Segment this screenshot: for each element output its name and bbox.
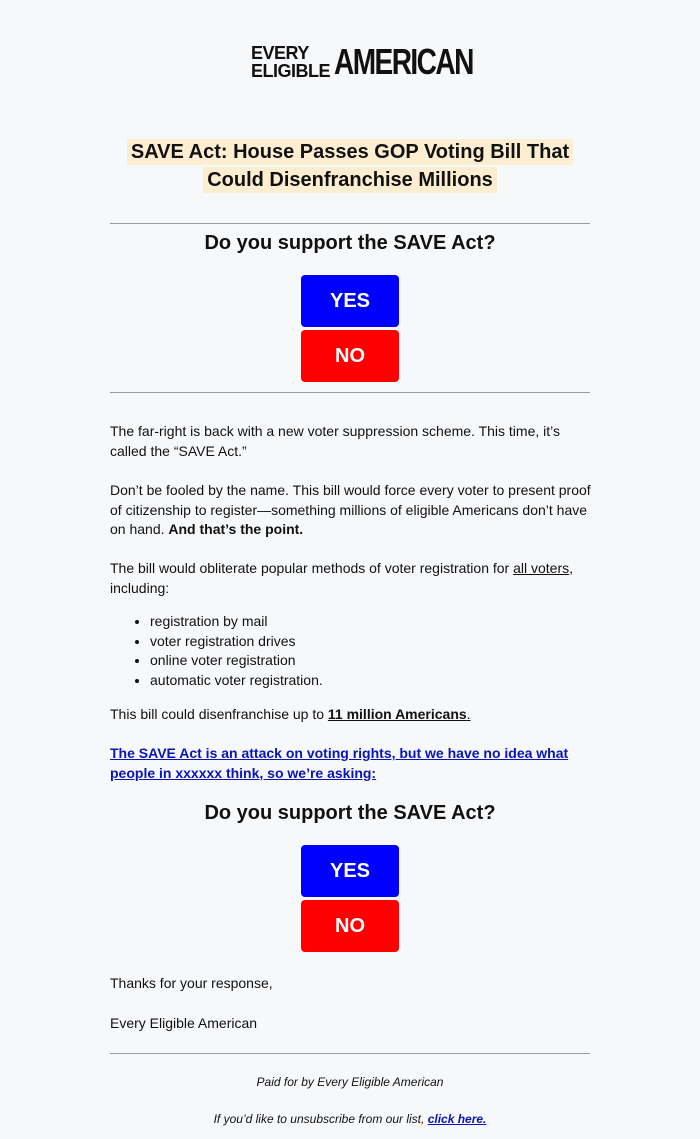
paragraph-4-block [110,705,592,725]
paragraph-2 [110,481,592,540]
unsubscribe-text: If you’d like to unsubscribe from our list, [213,1112,428,1126]
paragraph-2-text: Don’t be fooled by the name. This bill would force every voter to present proof of citizenship to register—something millions of eligible Americans don’t have on hand. [110,482,591,537]
paid-for-text: Paid for by Every Eligible American [256,1075,444,1089]
paragraph-3-pre: The bill would obliterate popular methods of voter registration for [110,560,514,576]
logo-stack [251,44,330,80]
list-item: • online voter registration [150,651,592,671]
no-button-bottom[interactable]: NO [301,900,399,952]
divider-top [110,223,590,224]
signature-text: Every Eligible American [110,1015,258,1031]
paragraph-2-block [110,481,592,540]
yes-button-top[interactable]: YES [301,275,399,327]
paragraph-1: The far-right is back with a new voter suppression scheme. This time, it’s called the “SAVE Act.” [110,423,560,459]
brand-logo [251,41,473,82]
all-voters-link[interactable]: all voters, [513,560,574,576]
cta-link[interactable]: The SAVE Act is an attack on voting rights, but we have no idea what people in xxxxxx think, so we’re asking: [110,745,569,781]
logo-line-eligible: ELIGIBLE [251,61,331,81]
divider-poll [110,392,590,393]
paragraph-4-post: . [466,706,471,722]
poll-question-bottom: Do you support the SAVE Act? [204,802,496,824]
paragraph-intro [110,422,592,461]
methods-list [110,612,592,690]
methods-list-block [110,612,592,690]
thanks-block [110,974,592,994]
thanks-text: Thanks for your response, [110,975,273,991]
yes-button-bottom[interactable]: YES [301,845,399,897]
cta-block [110,744,592,783]
list-item: • automatic voter registration. [150,671,592,691]
list-item: • voter registration drives [150,632,592,652]
poll-question-top: Do you support the SAVE Act? [204,232,496,254]
paragraph-3-block [110,559,592,598]
signature-block [110,1014,592,1034]
paragraph-2-bold: And that’s the point. [168,521,304,537]
logo-line-every: EVERY [251,43,309,63]
paragraph-3 [110,559,592,598]
eleven-million-link[interactable]: 11 million Americans [327,706,467,722]
logo-american: AMERICAN [334,41,473,82]
paragraph-3-post: including: [110,579,170,596]
headline [110,138,590,194]
unsubscribe-line [110,1112,590,1126]
list-item: • registration by mail [150,612,592,632]
headline-text: SAVE Act: House Passes GOP Voting Bill That Could Disenfranchise Millions [127,139,573,193]
divider-footer [110,1053,590,1054]
paragraph-4 [110,705,592,725]
paragraph-4-pre: This bill could disenfranchise up to [110,706,328,722]
no-button-top[interactable]: NO [301,330,399,382]
unsubscribe-link[interactable]: click here. [427,1112,487,1126]
